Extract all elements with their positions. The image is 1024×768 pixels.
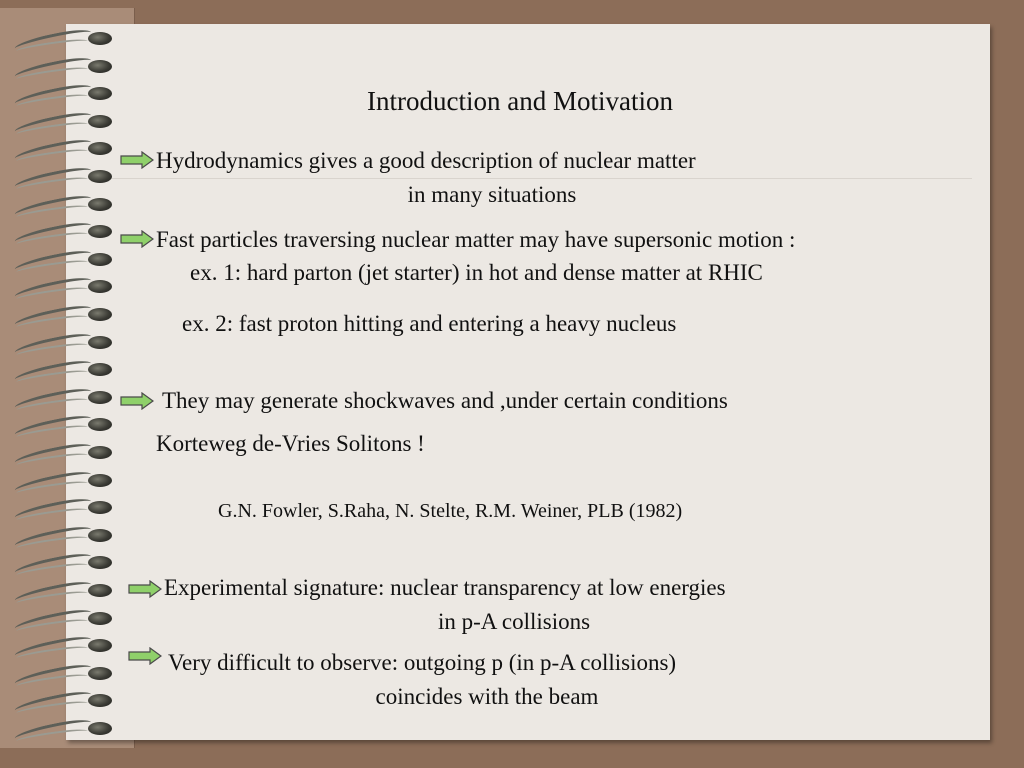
spiral-ring xyxy=(10,442,120,468)
spiral-ring xyxy=(10,663,120,689)
spiral-ring xyxy=(10,304,120,330)
spiral-ring xyxy=(10,28,120,54)
spiral-ring xyxy=(10,690,120,716)
spiral-ring xyxy=(10,718,120,744)
spiral-ring xyxy=(10,221,120,247)
spiral-ring xyxy=(10,525,120,551)
bullet-4-line-2: in p-A collisions xyxy=(437,609,591,634)
bullet-1-line-1: Hydrodynamics gives a good description of nuclear matter xyxy=(156,148,696,173)
spiral-ring xyxy=(10,414,120,440)
bullet-5-line-1: Very difficult to observe: outgoing p (in p-A collisions) xyxy=(168,650,677,675)
spiral-ring xyxy=(10,608,120,634)
slide-title: Introduction and Motivation xyxy=(367,86,673,116)
spiral-ring xyxy=(10,635,120,661)
bullet-1-line-2: in many situations xyxy=(407,182,577,207)
bullet-3-line-2: Korteweg de-Vries Solitons ! xyxy=(156,431,425,456)
bullet-5-line-2: coincides with the beam xyxy=(375,684,599,709)
spiral-ring xyxy=(10,359,120,385)
right-arrow-icon xyxy=(120,230,154,248)
bullet-3-line-1: They may generate shockwaves and ,under certain conditions xyxy=(162,388,728,413)
spiral-ring xyxy=(10,56,120,82)
spiral-ring xyxy=(10,138,120,164)
spiral-ring xyxy=(10,249,120,275)
spiral-ring xyxy=(10,497,120,523)
right-arrow-icon xyxy=(128,580,162,598)
bullet-2-line-1: Fast particles traversing nuclear matter may have supersonic motion : xyxy=(156,227,796,252)
spiral-ring xyxy=(10,332,120,358)
bullet-4-line-1: Experimental signature: nuclear transparency at low energies xyxy=(164,575,726,600)
spiral-ring xyxy=(10,580,120,606)
bullet-2-line-3: ex. 2: fast proton hitting and entering a heavy nucleus xyxy=(182,311,677,336)
right-arrow-icon xyxy=(120,151,154,169)
right-arrow-icon xyxy=(120,392,154,410)
spiral-ring xyxy=(10,552,120,578)
reference-citation: G.N. Fowler, S.Raha, N. Stelte, R.M. Weiner, PLB (1982) xyxy=(218,500,683,522)
spiral-ring xyxy=(10,387,120,413)
spiral-binding xyxy=(10,28,120,748)
spiral-ring xyxy=(10,470,120,496)
bullet-2-line-2: ex. 1: hard parton (jet starter) in hot and dense matter at RHIC xyxy=(190,260,763,285)
spiral-ring xyxy=(10,166,120,192)
right-arrow-icon xyxy=(128,647,162,665)
spiral-ring xyxy=(10,194,120,220)
spiral-ring xyxy=(10,276,120,302)
